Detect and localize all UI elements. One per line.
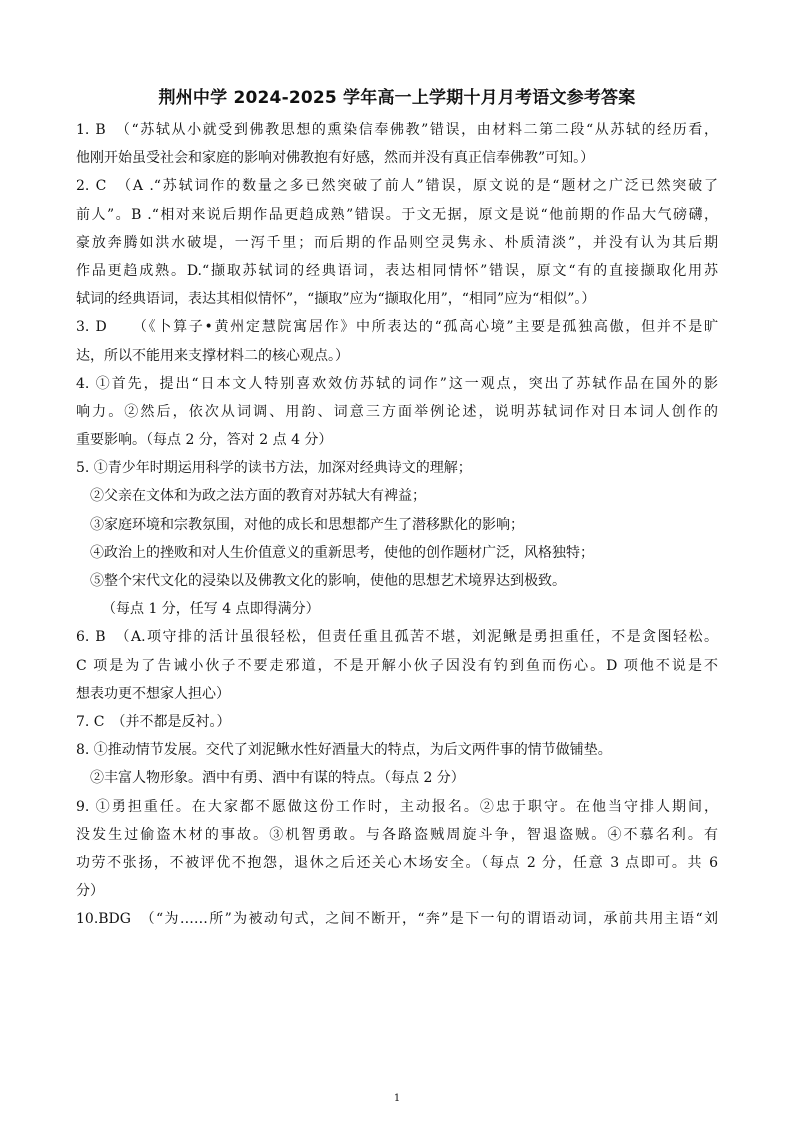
answer-8-point-2: ②丰富人物形象。酒中有勇、酒中有谋的特点。（每点 2 分） [90, 770, 465, 787]
answer-3-line-1: 3. D （《卜算子•黄州定慧院寓居作》中所表达的“孤高心境”主要是孤独高傲，但并不是旷 [76, 319, 718, 336]
answer-5-scoring: （每点 1 分，任写 4 点即得满分） [102, 601, 320, 618]
page-title: 荆州中学 2024-2025 学年高一上学期十月月考语文参考答案 [158, 88, 636, 108]
answer-8-point-1: 8. ①推动情节发展。交代了刘泥鳅水性好酒量大的特点，为后文两件事的情节做铺垫。 [76, 742, 612, 759]
answer-5-point-3: ③家庭环境和宗教氛围，对他的成长和思想都产生了潜移默化的影响； [90, 516, 524, 533]
answer-1-line-2: 他刚开始虽受社会和家庭的影响对佛教抱有好感，然而并没有真正信奉佛教”可知。） [76, 150, 595, 167]
answer-2-line-1: 2. C （A .“苏轼词作的数量之多已然突破了前人”错误，原文说的是“题材之广泛已然突破了 [76, 178, 718, 195]
answer-5-point-4: ④政治上的挫败和对人生价值意义的重新思考，使他的创作题材广泛，风格独特； [90, 544, 594, 561]
answer-6-line-2: C 项是为了告诫小伙子不要走邪道，不是开解小伙子因没有钓到鱼而伤心。D 项他不说是不 [76, 657, 718, 674]
answer-2-line-4: 作品更趋成熟。D.“撷取苏轼词的经典语词，表达相同情怀”错误，原文“有的直接撷取化用苏 [76, 262, 718, 279]
answer-document [76, 86, 718, 933]
answer-7: 7. C （并不都是反衬。） [76, 713, 231, 730]
page-number: 1 [393, 1093, 401, 1104]
answer-5-point-2: ②父亲在文体和为政之法方面的教育对苏轼大有裨益； [90, 488, 426, 505]
answer-5-point-1: 5. ①青少年时期运用科学的读书方法，加深对经典诗文的理解； [76, 460, 472, 477]
answer-5-point-5: ⑤整个宋代文化的浸染以及佛教文化的影响，使他的思想艺术境界达到极致。 [90, 573, 566, 589]
answer-9-line-4: 分） [76, 883, 104, 900]
answer-4-line-2: 响力。②然后，依次从词调、用韵、词意三方面举例论述，说明苏轼词作对日本词人创作的 [76, 403, 718, 420]
answer-4-line-3: 重要影响。（每点 2 分，答对 2 点 4 分） [76, 432, 333, 449]
answer-9-line-3: 功劳不张扬，不被评优不抱怨，退休之后还关心木场安全。（每点 2 分，任意 3 点即可。共 6 [76, 854, 718, 871]
answer-2-line-2: 前人”。B .“相对来说后期作品更趋成熟”错误。于文无据，原文是说“他前期的作品大气磅礴， [76, 206, 718, 223]
answer-3-line-2: 达，所以不能用来支撑材料二的核心观点。） [76, 347, 349, 364]
answer-6-line-1: 6. B （A.项守排的活计虽很轻松，但责任重且孤苦不堪，刘泥鳅是勇担重任，不是贪图轻松。 [76, 629, 718, 646]
answer-10-line-1: 10.BDG （“为……所”为被动句式，之间不断开，“奔”是下一句的谓语动词，承前共用主语“刘 [76, 911, 718, 928]
answer-2-line-5: 轼词的经典语词，表达其相似情怀”，“撷取”应为“撷取化用”，“相同”应为“相似”。） [76, 291, 596, 308]
answer-6-line-3: 想表功更不想家人担心） [76, 685, 230, 702]
answer-9-line-1: 9. ①勇担重任。在大家都不愿做这份工作时，主动报名。②忠于职守。在他当守排人期间， [76, 798, 718, 815]
answer-2-line-3: 豪放奔腾如洪水破堤，一泻千里；而后期的作品则空灵隽永、朴质清淡”，并没有认为其后期 [76, 234, 718, 251]
answer-9-line-2: 没发生过偷盗木材的事故。③机智勇敢。与各路盗贼周旋斗争，智退盗贼。④不慕名利。有 [76, 826, 718, 843]
answer-1-line-1: 1. B （“苏轼从小就受到佛教思想的熏染信奉佛教”错误，由材料二第二段“从苏轼的经历看， [76, 122, 718, 138]
answer-4-line-1: 4. ①首先，提出“日本文人特别喜欢效仿苏轼的词作”这一观点，突出了苏轼作品在国外的影 [76, 375, 718, 392]
